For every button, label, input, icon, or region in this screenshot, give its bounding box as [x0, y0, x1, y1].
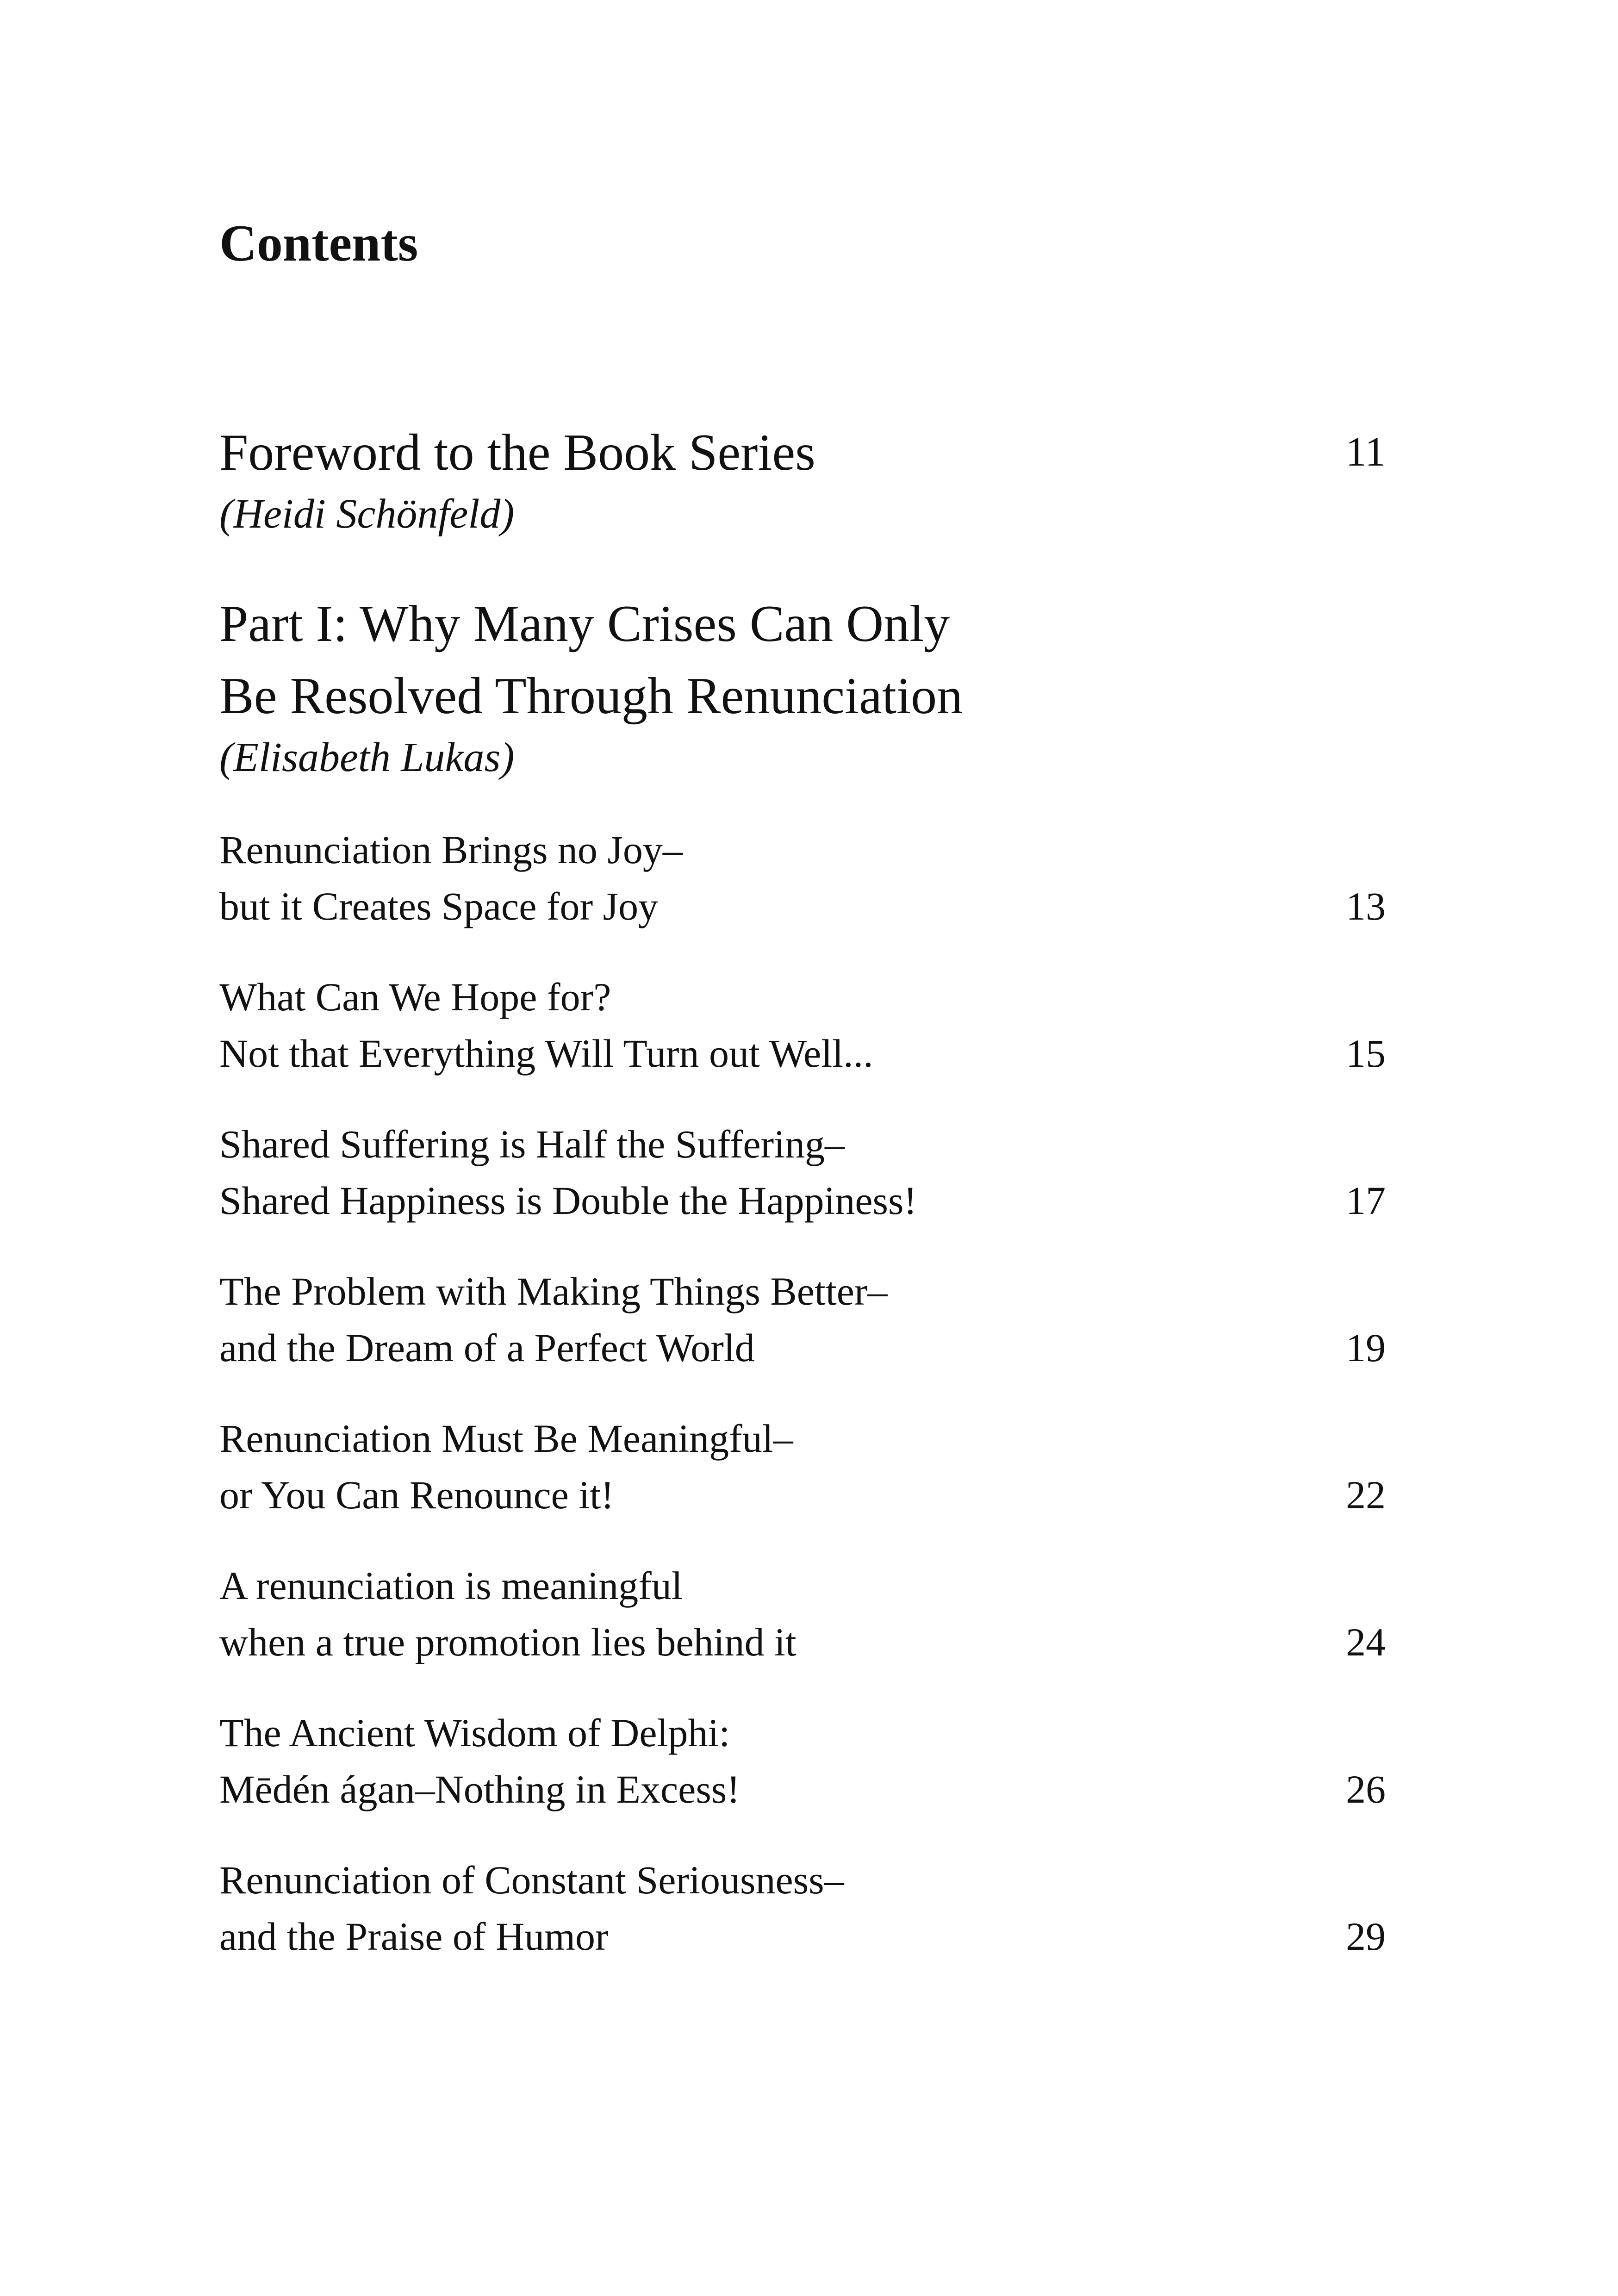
- toc-entry: [219, 1852, 1386, 1967]
- toc-entry-page-number: 15: [1346, 1031, 1386, 1076]
- toc-entry-page-number: 17: [1346, 1178, 1386, 1223]
- toc-entry: [219, 1116, 1386, 1232]
- toc-entry-line2: Mēdén ágan–Nothing in Excess!: [219, 1767, 740, 1811]
- part-author: (Elisabeth Lukas): [219, 734, 515, 780]
- foreword-title: Foreword to the Book Series: [219, 424, 815, 481]
- part-title-line2: Be Resolved Through Renunciation: [219, 667, 963, 725]
- toc-entry-line2: Shared Happiness is Double the Happiness!: [219, 1178, 917, 1223]
- foreword-author: (Heidi Schönfeld): [219, 491, 515, 537]
- toc-entry: [219, 1557, 1386, 1673]
- toc-entry-line1: A renunciation is meaningful: [219, 1563, 683, 1608]
- toc-entry: [219, 969, 1386, 1084]
- part-title-line1: Part I: Why Many Crises Can Only: [219, 595, 950, 653]
- foreword-page-number: 11: [1345, 429, 1386, 475]
- toc-entry-page-number: 22: [1346, 1473, 1386, 1517]
- toc-entry: [219, 821, 1386, 937]
- toc-entry-page-number: 26: [1346, 1767, 1386, 1811]
- toc-entry-page-number: 13: [1346, 884, 1386, 928]
- toc-entry-line1: The Problem with Making Things Better–: [219, 1269, 888, 1313]
- toc-entry-line1: The Ancient Wisdom of Delphi:: [219, 1711, 730, 1755]
- toc-entry: [219, 1263, 1386, 1379]
- toc-entry-line2: but it Creates Space for Joy: [219, 884, 659, 928]
- contents-heading: Contents: [219, 215, 418, 272]
- toc-entry: [219, 1705, 1386, 1820]
- toc-entry-page-number: 24: [1346, 1620, 1386, 1664]
- part-heading: [219, 588, 1386, 783]
- toc-entry-line2: Not that Everything Will Turn out Well...: [219, 1031, 873, 1076]
- toc-entry-page-number: 19: [1346, 1325, 1386, 1370]
- toc-entry-line2: or You Can Renounce it!: [219, 1473, 614, 1517]
- toc-entry-line1: Shared Suffering is Half the Suffering–: [219, 1122, 845, 1166]
- toc-entry-line2: when a true promotion lies behind it: [219, 1620, 797, 1664]
- toc-entry-line1: What Can We Hope for?: [219, 975, 611, 1019]
- toc-entry-line2: and the Praise of Humor: [219, 1914, 609, 1959]
- toc-entry-line1: Renunciation Must Be Meaningful–: [219, 1416, 793, 1461]
- toc-entry: [219, 1410, 1386, 1526]
- toc-entry-line1: Renunciation Brings no Joy–: [219, 828, 683, 872]
- toc-entry-line2: and the Dream of a Perfect World: [219, 1325, 755, 1370]
- toc-entry-page-number: 29: [1346, 1914, 1386, 1959]
- foreword-entry: [219, 417, 1386, 540]
- toc-entry-line1: Renunciation of Constant Seriousness–: [219, 1858, 844, 1902]
